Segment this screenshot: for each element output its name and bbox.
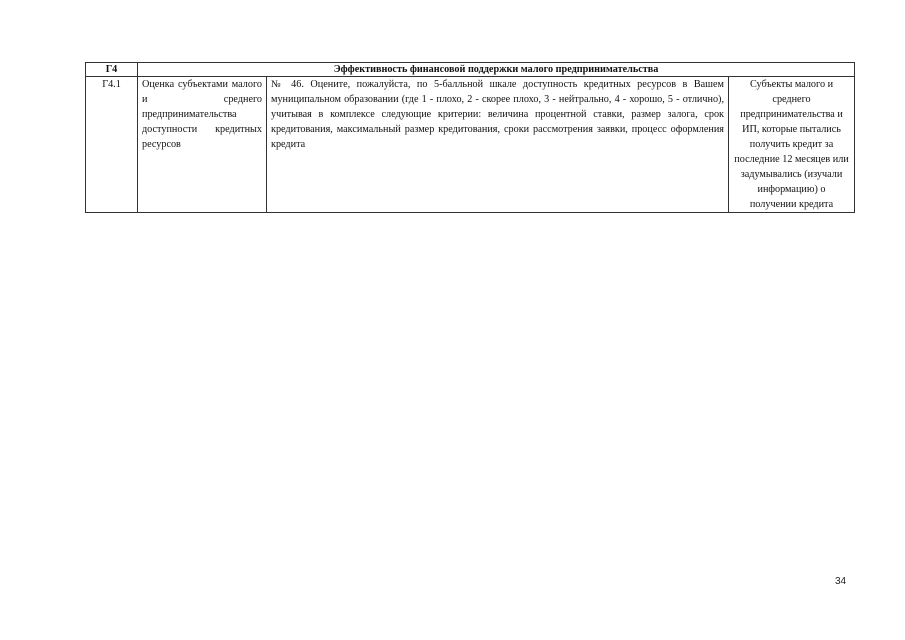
indicator-table [85,62,855,213]
section-code: Г4 [86,63,138,77]
indicator-cell: Оценка субъектами малого и среднего предпринимательства доступности кредитных ресурсов [138,77,267,213]
section-title: Эффективность финансовой поддержки малого предпринимательства [138,63,855,77]
table-row [86,77,855,213]
row-code: Г4.1 [86,77,138,213]
section-header-row [86,63,855,77]
question-cell: № 46. Оцените, пожалуйста, по 5-балльной шкале доступность кредитных ресурсов в Вашем муниципальном образовании (где 1 - плохо, 2 - скорее плохо, 3 - нейтрально, 4 - хорошо, 5 - отлично), учитывая в комплексе следующие критерии: величина процентной ставки, размер залога, срок кредитования, максимальный размер кредитования, сроки рассмотрения заявки, процесс оформления кредита [267,77,729,213]
respondents-cell: Субъекты малого и среднего предпринимательства и ИП, которые пытались получить кредит за последние 12 месяцев или задумывались (изучали информацию) о получении кредита [729,77,855,213]
page-number: 34 [835,576,847,587]
